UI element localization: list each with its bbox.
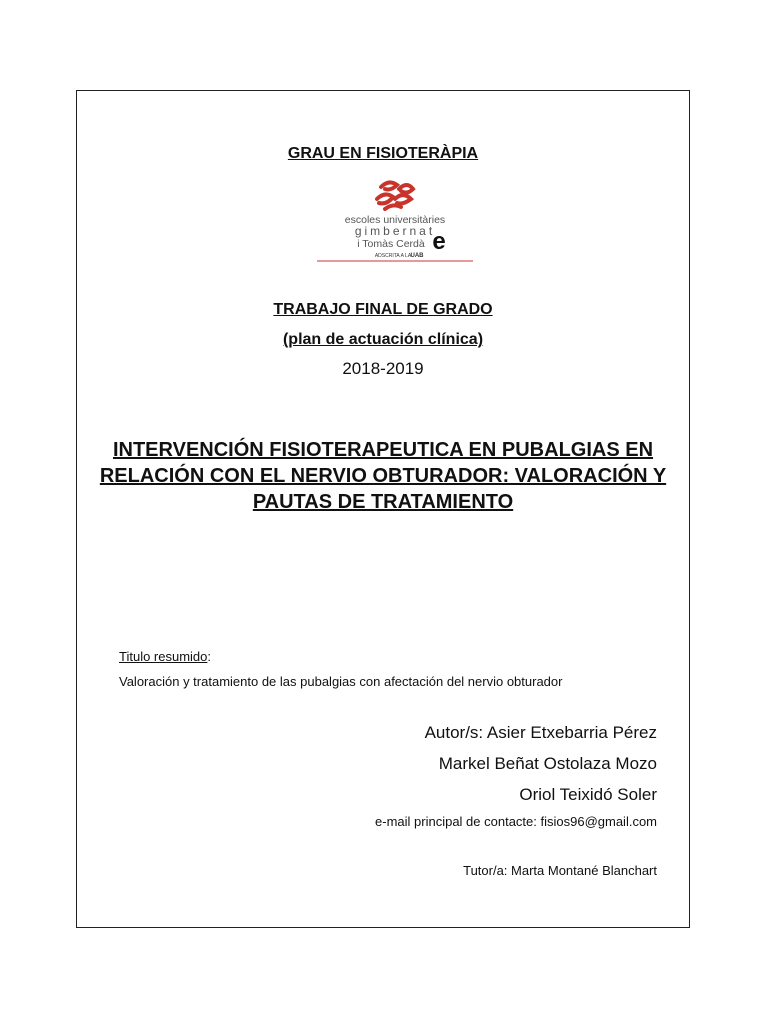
logo-uab: UAB xyxy=(410,253,424,259)
thesis-title: INTERVENCIÓN FISIOTERAPEUTICA EN PUBALGIAS EN RELACIÓN CON EL NERVIO OBTURADOR: VALORACIÓN Y PAUTAS DE TRATAMIENTO xyxy=(99,439,667,513)
logo-adscrita: ADSCRITA A LA xyxy=(374,253,412,259)
logo-e-mark: e xyxy=(432,228,446,255)
contact-email: e-mail principal de contacte: fisios96@gmail.com xyxy=(375,814,657,829)
academic-year: 2018-2019 xyxy=(342,359,424,378)
short-title: Valoración y tratamiento de las pubalgias con afectación del nervio obturador xyxy=(119,674,563,689)
logo-emblem-icon xyxy=(377,182,413,209)
short-title-label: Titulo resumido: xyxy=(119,649,212,664)
logo-line2: gimbernat xyxy=(354,224,436,238)
logo-line1: escoles universitàries xyxy=(344,214,446,226)
plan-subtitle: (plan de actuación clínica) xyxy=(282,331,484,348)
author-2: Markel Beñat Ostolaza Mozo xyxy=(438,754,657,773)
logo-line3: i Tomàs Cerdà xyxy=(357,238,425,250)
tutor: Tutor/a: Marta Montané Blanchart xyxy=(463,863,657,878)
project-type: TRABAJO FINAL DE GRADO xyxy=(273,301,493,318)
author-1: Autor/s: Asier Etxebarria Pérez xyxy=(424,723,657,742)
gimbernat-logo xyxy=(315,177,475,263)
cover-frame xyxy=(76,90,690,928)
author-3: Oriol Teixidó Soler xyxy=(519,785,657,804)
degree-heading: GRAU EN FISIOTERÀPIA xyxy=(287,145,479,162)
